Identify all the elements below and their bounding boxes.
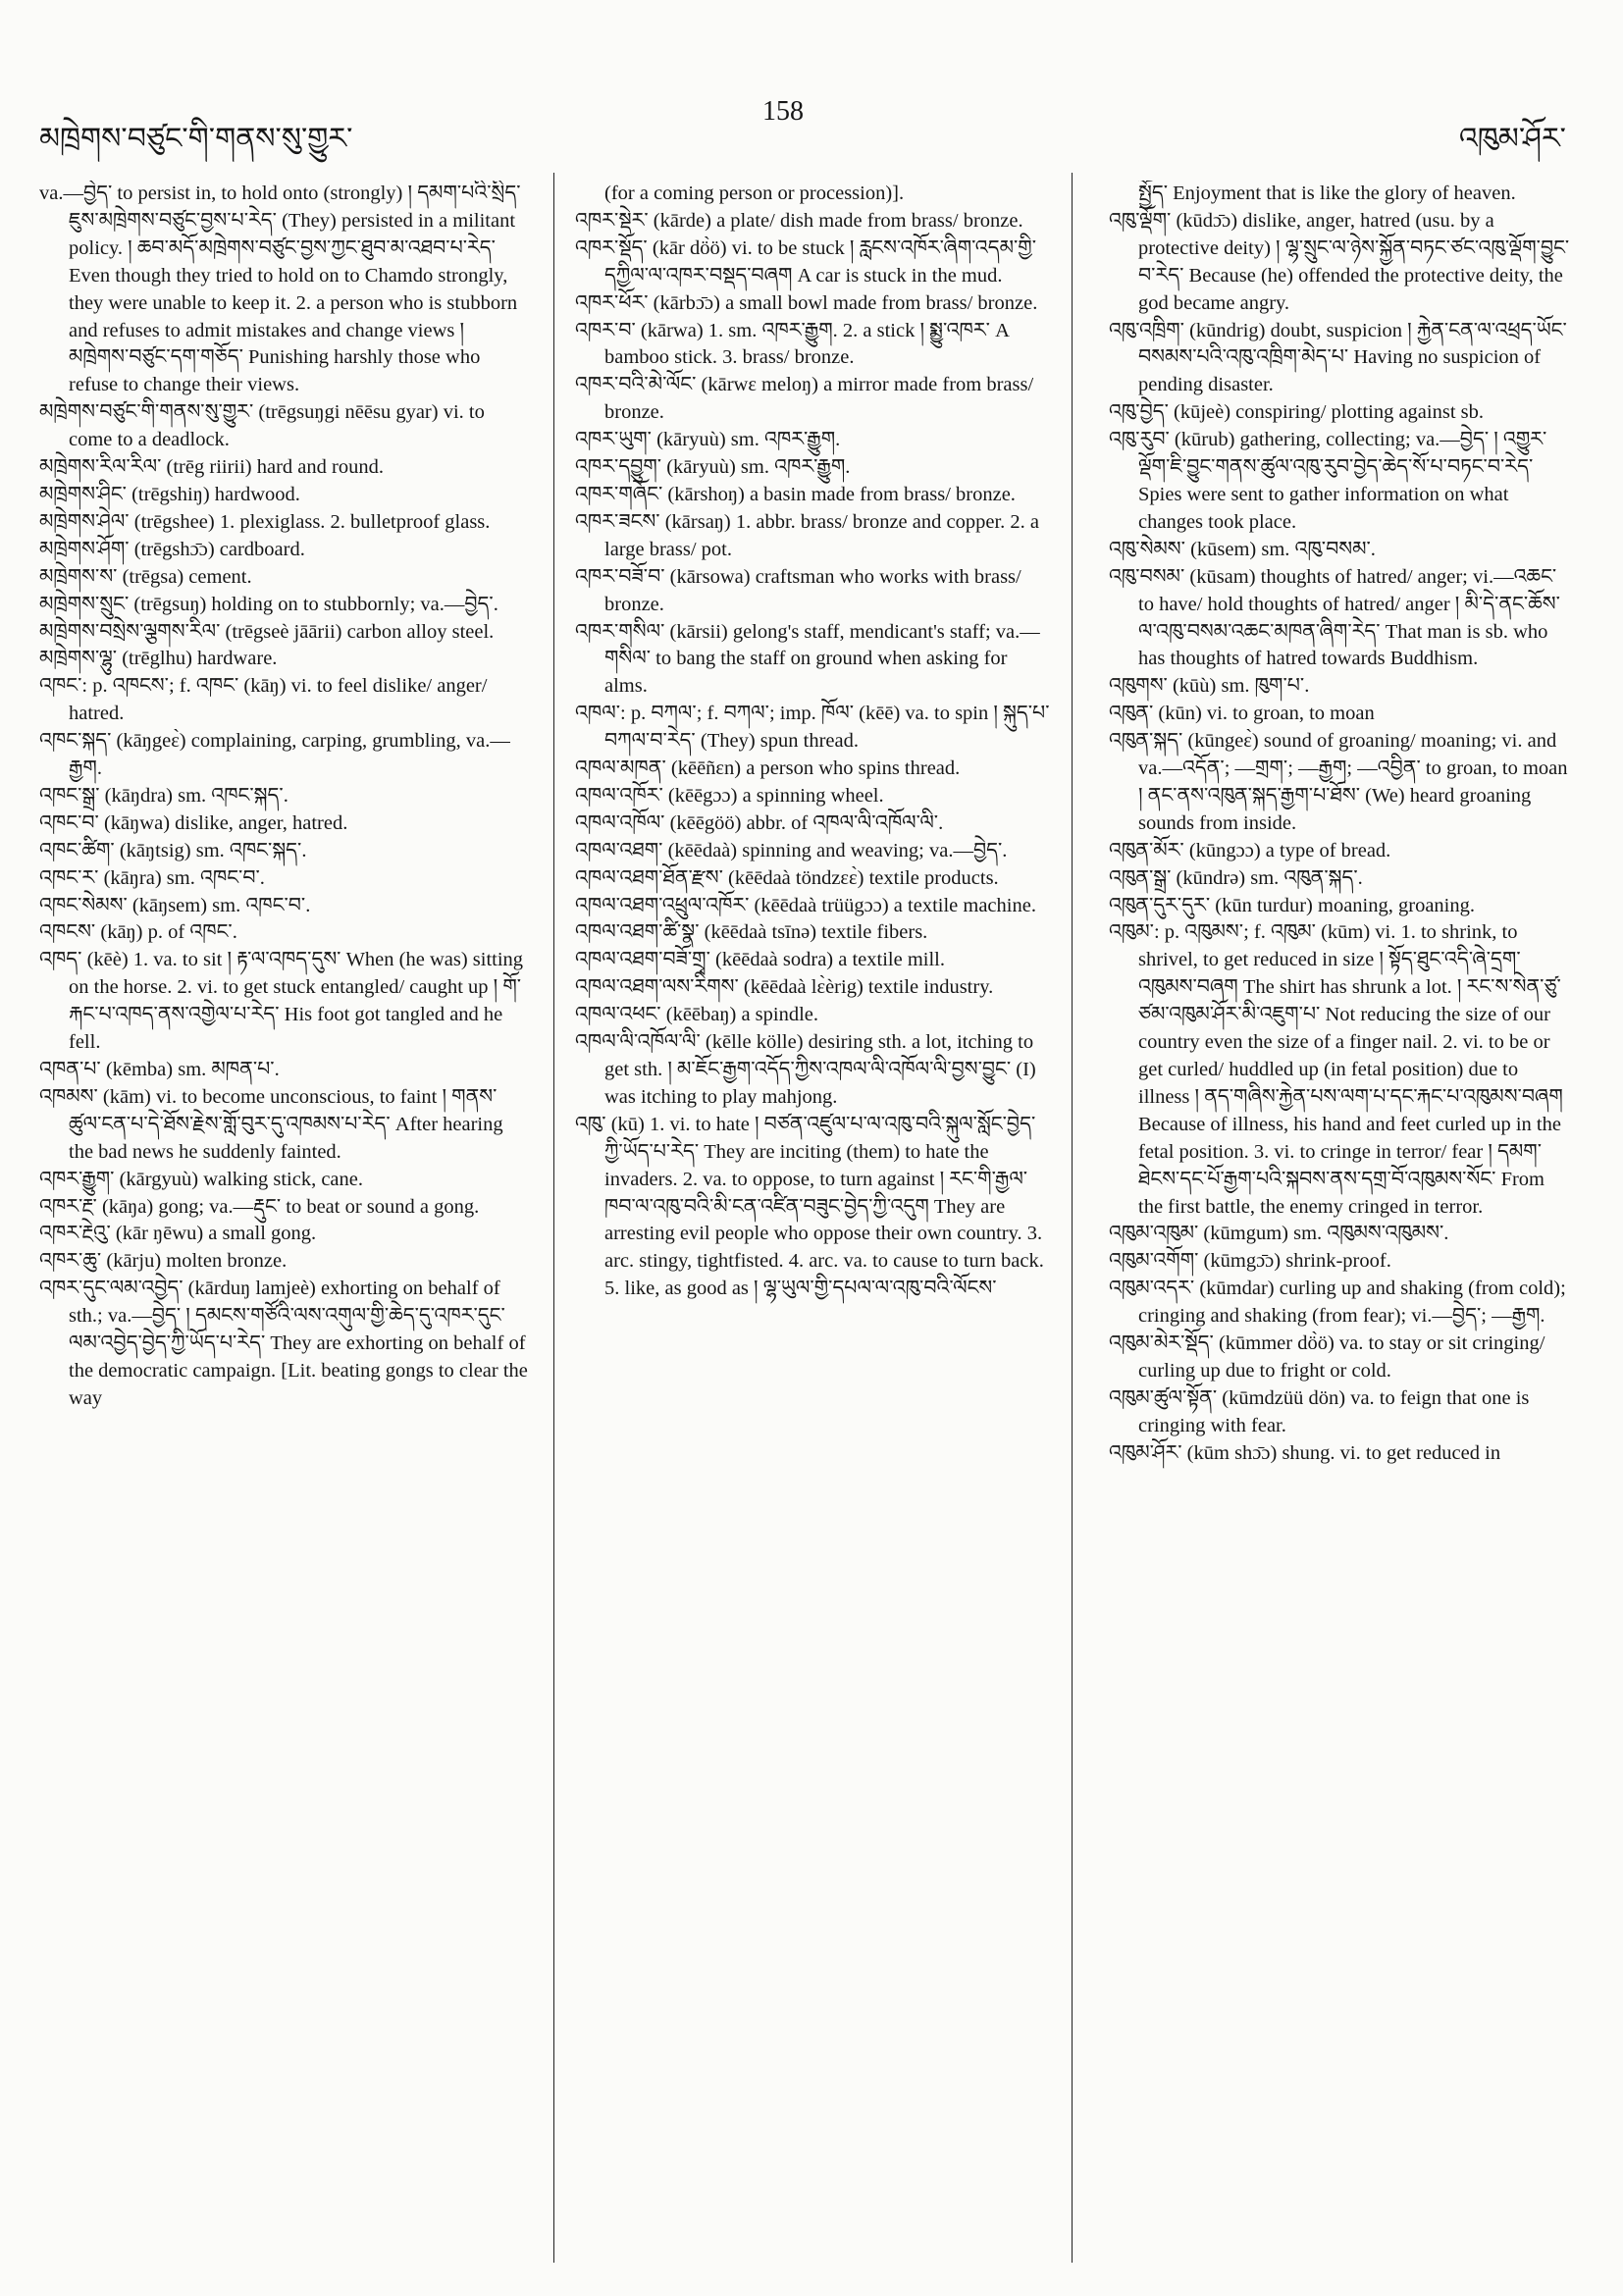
- dictionary-entry: འཁར་བ་ (kārwa) 1. sm. འཁར་རྒྱུག. 2. a stick ། སྨྱུ་འཁར་ A bamboo stick. 3. brass/ bronze.: [575, 319, 1009, 369]
- dictionary-entry: མཁྲེགས་ཤིང་ (trēgshiŋ) hardwood.: [39, 483, 300, 505]
- dictionary-entry: སྤྱོད་ Enjoyment that is like the glory of heaven.: [1138, 183, 1516, 204]
- running-head-left: མཁྲེགས་བཙུང་གི་གནས་སུ་གྱུར་: [39, 122, 353, 156]
- dictionary-entry: འཁང་ཚིག་ (kāŋtsig) sm. འཁང་སྐད་.: [39, 839, 307, 861]
- column-middle: [575, 181, 1050, 2270]
- dictionary-entry: འཁར་རྒྱུག་ (kārgyuù) walking stick, cane.: [39, 1168, 364, 1190]
- dictionary-entry: འཁར་རྔ་ (kāŋa) gong; va.—རྡུང་ to beat or sound a gong.: [39, 1195, 480, 1218]
- dictionary-entry: འཁུན་སྐད་ (kūngeɛ̀) sound of groaning/ moaning; vi. and va.—འདོན་; —གྲག་; —རྒྱག; —འབྱིན་ to groan, to moan ། ནང་ནས་འཁུན་སྐད་རྒྱག་པ་ཐོས་ (We) heard groaning sounds from inside.: [1109, 730, 1568, 834]
- dictionary-entry: མཁྲེགས་རིལ་རིལ་ (trēg riirii) hard and round.: [39, 456, 384, 479]
- dictionary-entry: འཁར་ཡུག་ (kāryuù) sm. འཁར་རྒྱུག.: [575, 429, 841, 451]
- dictionary-entry: va.—བྱེད་ to persist in, to hold onto (strongly) ། དམག་པའི་སྲིད་ཇུས་མཁྲེགས་བཙུང་བྱས་པ་རེད་ (They) persisted in a militant policy. ། ཆབ་མདོ་མཁྲེགས་བཙུང་བྱས་ཀྱང་ཐུབ་མ་འཐབ་པ་རེད་ Even though they tried to hold on to Chamdo strongly, they were unable to keep it. 2. a person who is stubborn and refuses to admit mistakes and change views ། མཁྲེགས་བཙུང་དག་གཅོད་ Punishing harshly those who refuse to change their views.: [39, 183, 521, 396]
- dictionary-entry: འཁལ་འཁོལ་ (kēēgöö) abbr. of འཁལ་ལི་འཁོལ་ལི་.: [575, 811, 944, 834]
- dictionary-entry: འཁམས་ (kām) vi. to become unconscious, to faint ། གནས་ཚུལ་ངན་པ་དེ་ཐོས་རྗེས་གློ་བུར་དུ་འཁམས་པ་རེད་ After hearing the bad news he suddenly fainted.: [39, 1085, 503, 1163]
- dictionary-entry: འཁན་པ་ (kēmba) sm. མཁན་པ་.: [39, 1059, 280, 1080]
- dictionary-entry: འཁར་སྡེར་ (kārde) a plate/ dish made from brass/ bronze.: [575, 209, 1023, 232]
- dictionary-entry: འཁུ་སེམས་ (kūsem) sm. འཁུ་བསམ་.: [1109, 538, 1376, 560]
- dictionary-entry: མཁྲེགས་ཤེལ་ (trēgshee) 1. plexiglass. 2. bulletproof glass.: [39, 510, 491, 533]
- dictionary-entry: འཁལ་འཐག་ལས་རིགས་ (kēēdaà lɛ̀èrig) textile industry.: [575, 976, 994, 999]
- dictionary-entry: འཁལ་འཐག་འཕྲུལ་འཁོར་ (kēēdaà trüügɔɔ) a textile machine.: [575, 894, 1036, 916]
- dictionary-entry: འཁུམ་: p. འཁུམས་; f. འཁུམ་ (kūm) vi. 1. to shrink, to shrivel, to get reduced in size ། སྟོད་ཐུང་འདི་ཞེ་དྲག་འཁུམས་བཞག The shirt has shrunk a lot. ། རང་ས་སེན་ཙུ་ཙམ་འཁུམ་ཤོར་མི་འཇུག་པ་ Not reducing the size of our country even the size of a finger nail. 2. vi. to be or get curled/ huddled up (in fetal position) due to illness ། ནད་གཞིས་རྐྱེན་པས་ལག་པ་དང་རྐང་པ་འཁུམས་བཞག Because of illness, his hand and feet curled up in the fetal position. 3. vi. to cringe in terror/ fear ། དམག་ཐེངས་དང་པོ་རྒྱག་པའི་སྐབས་ནས་དགྲ་བོ་འཁུམས་སོང་ From the first battle, the enemy cringed in terror.: [1109, 921, 1563, 1218]
- column-right: [1109, 181, 1574, 2270]
- dictionary-entry: འཁར་ཟངས་ (kārsaŋ) 1. abbr. brass/ bronze and copper. 2. a large brass/ pot.: [575, 510, 1039, 560]
- column-left: [39, 181, 528, 2270]
- dictionary-entry: འཁུ་བསམ་ (kūsam) thoughts of hatred/ anger; vi.—འཆང་ to have/ hold thoughts of hatred/ anger ། མི་དེ་ནང་ཆོས་ལ་འཁུ་བསམ་འཆང་མཁན་ཞིག་རེད་ That man is sb. who has thoughts of hatred towards Buddhism.: [1109, 565, 1560, 670]
- dictionary-entry: འཁུན་སྒྲ་ (kūndrə) sm. འཁུན་སྐད་.: [1109, 866, 1363, 889]
- dictionary-entry: འཁལ་འཐག་ (kēēdaà) spinning and weaving; va.—བྱེད་.: [575, 839, 1008, 861]
- dictionary-entry: འཁུམ་ཤོར་ (kūm shɔ̄ɔ) shung. vi. to get reduced in: [1109, 1441, 1501, 1464]
- dictionary-entry: འཁར་རྔེའུ་ (kār ŋēwu) a small gong.: [39, 1223, 317, 1245]
- dictionary-entry: འཁལ་འཁོར་ (kēēgɔɔ) a spinning wheel.: [575, 784, 884, 807]
- dictionary-entry: འཁུན་མོར་ (kūngɔɔ) a type of bread.: [1109, 839, 1391, 861]
- dictionary-entry: འཁར་གསིལ་ (kārsii) gelong's staff, mendicant's staff; va.—གསིལ་ to bang the staff on ground when asking for alms.: [575, 620, 1040, 698]
- dictionary-entry: འཁང་སྒྲ་ (kāŋdra) sm. འཁང་སྐད་.: [39, 784, 288, 807]
- dictionary-entry: འཁུ་ (kū) 1. vi. to hate ། བཙན་འཛུལ་པ་ལ་འཁུ་བའི་སྐུལ་སློང་བྱེད་ཀྱི་ཡོད་པ་རེད་ They are inciting (them) to hate the invaders. 2. va. to oppose, to turn against ། རང་གི་རྒྱལ་ཁབ་ལ་འཁུ་བའི་མི་ངན་འཛིན་བཟུང་བྱེད་ཀྱི་འདུག They are arresting evil people who oppose their own country. 3. arc. stingy, tightfisted. 4. arc. va. to cause to turn back. 5. like, as good as ། ལྷ་ཡུལ་གྱི་དཔལ་ལ་འཁུ་བའི་ལོངས་: [575, 1113, 1044, 1300]
- column-divider: [1072, 173, 1073, 2263]
- dictionary-entry: འཁུམ་ཚུལ་སྟོན་ (kūmdzüü dön) va. to feign that one is cringing with fear.: [1109, 1386, 1530, 1436]
- dictionary-entry: འཁུམ་འཁུམ་ (kūmgum) sm. འཁུམས་འཁུམས་.: [1109, 1223, 1449, 1245]
- dictionary-entry: འཁལ་: p. བཀལ་; f. བཀལ་; imp. ཁོལ་ (kēē) va. to spin ། སྐུད་པ་བཀལ་བ་རེད་ (They) spun thread.: [575, 703, 1050, 753]
- running-head-right: འཁུམ་ཤོར་: [1458, 122, 1566, 156]
- page-number: 158: [762, 96, 804, 127]
- dictionary-entry: འཁངས་ (kāŋ) p. of འཁང་.: [39, 921, 237, 944]
- dictionary-entry: འཁལ་འཐག་བཟོ་གྲྭ་ (kēēdaà sodra) a textile mill.: [575, 949, 945, 971]
- dictionary-entry: མཁྲེགས་ས་ (trēgsa) cement.: [39, 565, 252, 588]
- dictionary-entry: མཁྲེགས་སྲུང་ (trēgsuŋ) holding on to stubbornly; va.—བྱེད་.: [39, 593, 498, 615]
- dictionary-entry: འཁུམ་མེར་སྡོད་ (kūmmer dö̀ö) va. to stay or sit cringing/ curling up due to fright or cold.: [1109, 1332, 1545, 1382]
- dictionary-entry: མཁྲེགས་བཙུང་གི་གནས་སུ་གྱུར་ (trēgsuŋgi nēēsu gyar) vi. to come to a deadlock.: [39, 401, 485, 451]
- dictionary-entry: འཁལ་འཐག་ཐོན་རྫས་ (kēēdaà töndzɛɛ̀) textile products.: [575, 866, 999, 889]
- dictionary-entry: འཁང་ར་ (kāŋra) sm. འཁང་བ་.: [39, 866, 265, 889]
- dictionary-entry: འཁུན་ (kūn) vi. to groan, to moan: [1109, 703, 1375, 725]
- dictionary-entry: འཁུ་འཁྲིག་ (kūndrig) doubt, suspicion ། རྐྱེན་ངན་ལ་འཕྲད་ཡོང་བསམས་པའི་འཁུ་འཁྲིག་མེད་པ་ Having no suspicion of pending disaster.: [1109, 319, 1567, 396]
- dictionary-entry: འཁུ་རུབ་ (kūrub) gathering, collecting; va.—བྱེད་ ། འགྱུར་ལྡོག་ཇི་བྱུང་གནས་ཚུལ་འཁུ་རུབ་བྱེད་ཆེད་སོ་པ་བཏང་བ་རེད་ Spies were sent to gather information on what changes took place.: [1109, 429, 1547, 533]
- dictionary-entry: (for a coming person or procession)].: [604, 183, 905, 204]
- dictionary-entry: འཁད་ (kēè) 1. va. to sit ། རྟ་ལ་འཁད་དུས་ When (he was) sitting on the horse. 2. vi. to get stuck entangled/ caught up ། གོ་རྐང་པ་འཁད་ནས་འགྱེལ་པ་རེད་ His foot got tangled and he fell.: [39, 949, 524, 1054]
- dictionary-entry: མཁྲེགས་ལྷུ་ (trēglhu) hardware.: [39, 648, 278, 670]
- dictionary-entry: འཁུན་དུར་དུར་ (kūn turdur) moaning, groaning.: [1109, 894, 1475, 916]
- dictionary-entry: འཁར་གཞོང་ (kārshoŋ) a basin made from brass/ bronze.: [575, 483, 1016, 505]
- dictionary-entry: འཁལ་འཐག་ཚི་སྣ་ (kēēdaà tsīnə) textile fibers.: [575, 921, 928, 944]
- dictionary-entry: འཁུམ་འགོག་ (kūmgɔ̄ɔ) shrink-proof.: [1109, 1250, 1391, 1273]
- dictionary-entry: འཁར་སྡོད་ (kār dö̀ö) vi. to be stuck ། རླངས་འཁོར་ཞིག་འདམ་གྱི་དཀྱིལ་ལ་འཁར་བསྡད་བཞག A car is stuck in the mud.: [575, 236, 1037, 287]
- dictionary-entry: འཁུགས་ (kūù) sm. ཁུག་པ་.: [1109, 675, 1310, 698]
- dictionary-entry: འཁལ་འཕང་ (kēēbaŋ) a spindle.: [575, 1004, 819, 1026]
- dictionary-entry: འཁར་དབྱུག་ (kāryuù) sm. འཁར་རྒྱུག.: [575, 456, 851, 479]
- dictionary-entry: འཁང་: p. འཁངས་; f. འཁང་ (kāŋ) vi. to feel dislike/ anger/ hatred.: [39, 675, 488, 725]
- dictionary-entry: འཁར་ཆུ་ (kārju) molten bronze.: [39, 1250, 288, 1273]
- column-divider: [553, 173, 554, 2263]
- dictionary-entry: འཁུ་ལྡོག་ (kūdɔ̄ɔ) dislike, anger, hatred (usu. by a protective deity) ། ལྷ་སྲུང་ལ་ཉེས་སྐྱོན་བཏང་ཙང་འཁུ་ལྡོག་བྱུང་བ་རེད་ Because (he) offended the protective deity, the god became angry.: [1109, 209, 1570, 314]
- dictionary-entry: འཁར་བའི་མེ་ལོང་ (kārwɛ meloŋ) a mirror made from brass/ bronze.: [575, 374, 1034, 424]
- dictionary-entry: འཁར་བཟོ་བ་ (kārsowa) craftsman who works with brass/ bronze.: [575, 565, 1021, 615]
- dictionary-entry: འཁང་བ་ (kāŋwa) dislike, anger, hatred.: [39, 811, 348, 834]
- dictionary-entry: འཁར་དུང་ལམ་འབྱེད་ (kārduŋ lamjeè) exhorting on behalf of sth.; va.—བྱེད་ ། དམངས་གཙོའི་ལས་འགུལ་གྱི་ཆེད་དུ་འཁར་དུང་ལམ་འབྱེད་བྱེད་ཀྱི་ཡོད་པ་རེད་ They are exhorting on behalf of the democratic campaign. [Lit. beating gongs to clear the way: [39, 1278, 528, 1409]
- dictionary-entry: འཁལ་མཁན་ (kēēñɛn) a person who spins thread.: [575, 757, 961, 780]
- dictionary-entry: འཁུ་བྱེད་ (kūjeè) conspiring/ plotting against sb.: [1109, 401, 1484, 424]
- dictionary-entry: མཁྲེགས་བསྲེས་ལྕགས་རིལ་ (trēgseè jāārii) carbon alloy steel.: [39, 620, 495, 643]
- dictionary-entry: འཁང་སྐད་ (kāŋgeɛ̀) complaining, carping, grumbling, va.—རྒྱག.: [39, 730, 510, 780]
- page-header: [0, 0, 1623, 157]
- dictionary-entry: མཁྲེགས་ཤོག་ (trēgshɔ̄ɔ) cardboard.: [39, 538, 305, 560]
- dictionary-entry: འཁར་ཕོར་ (kārbɔ̄ɔ) a small bowl made from brass/ bronze.: [575, 291, 1038, 314]
- dictionary-entry: འཁལ་ལི་འཁོལ་ལི་ (kēlle kölle) desiring sth. a lot, itching to get sth. ། མ་ཇོང་རྒྱག་འདོད་ཀྱིས་འཁལ་ལི་འཁོལ་ལི་བྱས་བྱུང་ (I) was itching to play mahjong.: [575, 1031, 1036, 1108]
- dictionary-entry: འཁུམ་འདར་ (kūmdar) curling up and shaking (from cold); cringing and shaking (from fear); vi.—བྱེད་; —རྒྱག.: [1109, 1278, 1566, 1328]
- dictionary-entry: འཁང་སེམས་ (kāŋsem) sm. འཁང་བ་.: [39, 894, 311, 916]
